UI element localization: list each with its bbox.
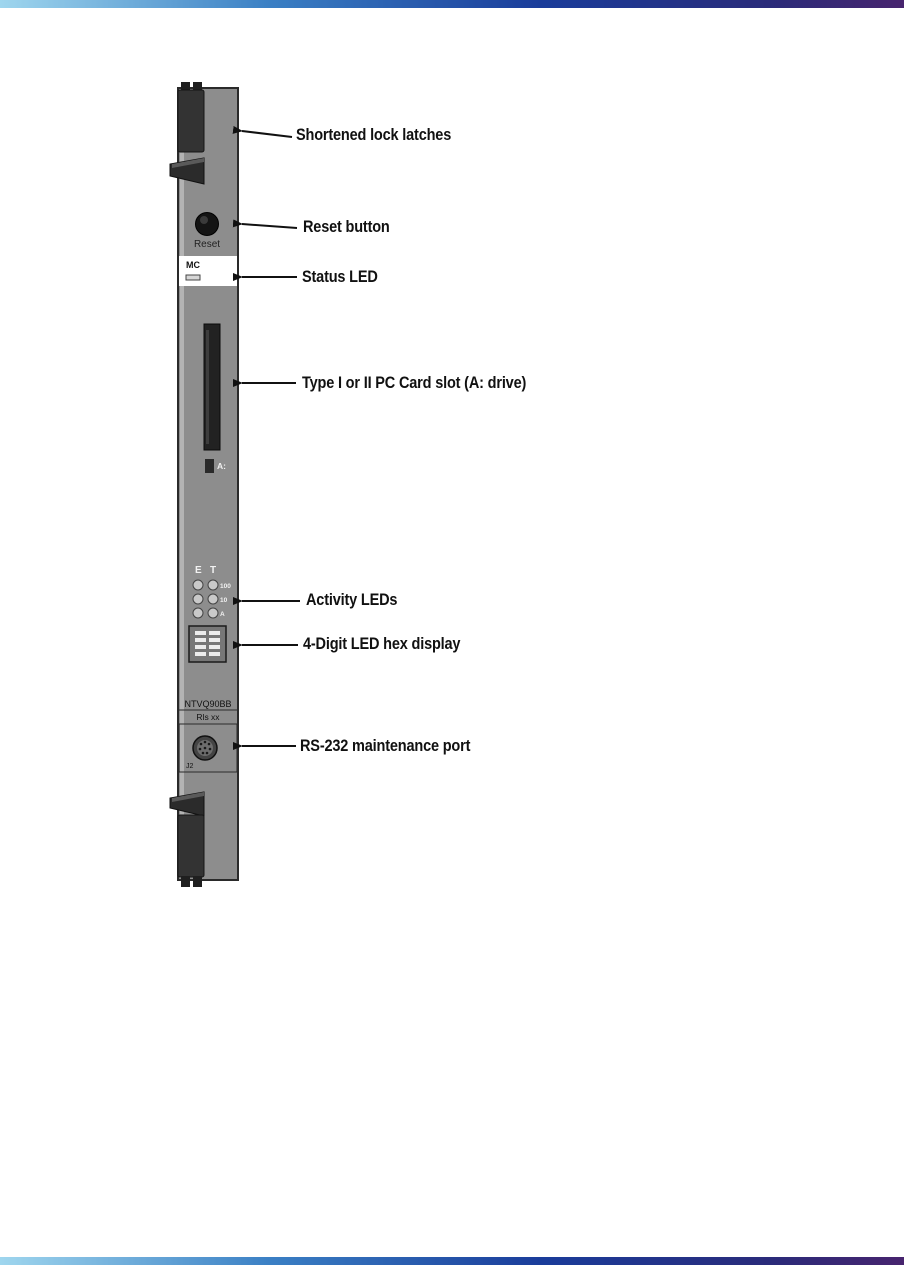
arrow-reset-button xyxy=(242,224,297,228)
activity-led-icon xyxy=(208,594,218,604)
bottom-lock-latch-icon xyxy=(170,792,204,887)
activity-led-icon xyxy=(193,594,203,604)
activity-led-icon xyxy=(208,608,218,618)
activity-led-icon xyxy=(193,580,203,590)
rs232-port-icon xyxy=(193,736,217,760)
reset-label: Reset xyxy=(193,239,221,250)
led-column-e-label: E xyxy=(195,565,202,576)
status-led-icon xyxy=(186,275,200,280)
slot-label: A: xyxy=(217,461,226,471)
slot-indicator-icon xyxy=(205,459,214,473)
callout-pc-card-slot: Type I or II PC Card slot (A: drive) xyxy=(302,374,527,392)
activity-led-icon xyxy=(208,580,218,590)
callout-hex-display: 4-Digit LED hex display xyxy=(303,635,461,653)
pc-card-slot-inner xyxy=(206,330,209,444)
callout-reset-button: Reset button xyxy=(303,218,390,236)
arrow-lock-latches xyxy=(242,131,292,137)
status-led-label: MC xyxy=(186,260,200,270)
callout-activity-leds: Activity LEDs xyxy=(306,591,398,609)
led-row-100-label: 100 xyxy=(220,583,231,590)
callout-status-led: Status LED xyxy=(302,268,378,286)
port-label: J2 xyxy=(186,763,194,770)
activity-led-icon xyxy=(193,608,203,618)
faceplate-panel xyxy=(178,88,238,880)
top-lock-latch-icon xyxy=(170,82,204,184)
hex-display-icon xyxy=(189,626,226,662)
part-number-label: NTVQ90BB xyxy=(184,699,232,709)
led-row-a-label: A xyxy=(220,611,225,618)
callout-lock-latches: Shortened lock latches xyxy=(296,126,452,144)
led-column-t-label: T xyxy=(210,565,217,576)
led-row-10-label: 10 xyxy=(220,597,228,604)
release-label: Rls xx xyxy=(196,712,220,722)
callout-rs232-port: RS-232 maintenance port xyxy=(300,737,471,755)
panel-highlight xyxy=(180,90,184,878)
reset-button-icon xyxy=(196,213,219,236)
reset-button-highlight xyxy=(200,216,208,224)
